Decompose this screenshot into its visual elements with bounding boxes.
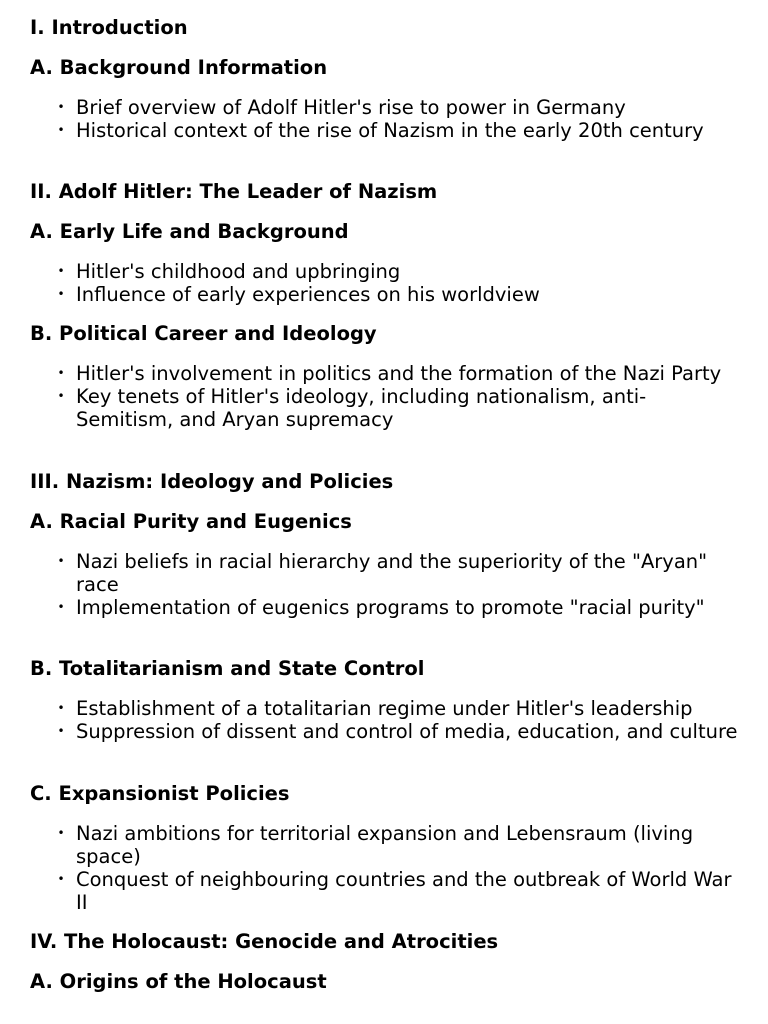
bullet-list <box>30 697 740 743</box>
subsection-heading: A. Background Information <box>30 56 328 79</box>
bullet-icon: • <box>57 100 65 114</box>
list-item: • Historical context of the rise of Nazism in the early 20th century <box>57 119 704 142</box>
list-item: • Nazi beliefs in racial hierarchy and the superiority of the "Aryan" race <box>57 550 708 596</box>
bullet-list <box>30 550 740 619</box>
section-heading: I. Introduction <box>30 16 188 39</box>
subsection-heading: A. Origins of the Holocaust <box>30 970 327 993</box>
section-heading: III. Nazism: Ideology and Policies <box>30 470 394 493</box>
bullet-list <box>30 362 740 431</box>
list-item: • Conquest of neighbouring countries and the outbreak of World War II <box>57 868 732 914</box>
list-item: • Establishment of a totalitarian regime under Hitler's leadership <box>57 697 693 720</box>
list-item: • Implementation of eugenics programs to promote "racial purity" <box>57 596 705 619</box>
subsection-heading: C. Expansionist Policies <box>30 782 290 805</box>
list-item: • Key tenets of Hitler's ideology, including nationalism, anti-Semitism, and Aryan supremacy <box>57 385 647 431</box>
bullet-list <box>30 96 740 142</box>
subsection-heading: B. Totalitarianism and State Control <box>30 657 425 680</box>
list-item: • Nazi ambitions for territorial expansion and Lebensraum (living space) <box>57 822 694 868</box>
bullet-icon: • <box>57 872 65 886</box>
bullet-icon: • <box>57 123 65 137</box>
bullet-icon: • <box>57 366 65 380</box>
bullet-icon: • <box>57 724 65 738</box>
bullet-list <box>30 260 740 306</box>
list-item: • Influence of early experiences on his worldview <box>57 283 540 306</box>
bullet-icon: • <box>57 826 65 840</box>
bullet-icon: • <box>57 600 65 614</box>
list-item: • Brief overview of Adolf Hitler's rise to power in Germany <box>57 96 626 119</box>
list-item: • Suppression of dissent and control of media, education, and culture <box>57 720 738 743</box>
bullet-icon: • <box>57 701 65 715</box>
list-item: • Hitler's involvement in politics and the formation of the Nazi Party <box>57 362 722 385</box>
bullet-icon: • <box>57 554 65 568</box>
subsection-heading: B. Political Career and Ideology <box>30 322 377 345</box>
bullet-list <box>30 822 740 914</box>
bullet-icon: • <box>57 287 65 301</box>
section-heading: II. Adolf Hitler: The Leader of Nazism <box>30 180 438 203</box>
bullet-icon: • <box>57 264 65 278</box>
section-heading: IV. The Holocaust: Genocide and Atrocities <box>30 930 499 953</box>
list-item: • Hitler's childhood and upbringing <box>57 260 401 283</box>
bullet-icon: • <box>57 389 65 403</box>
subsection-heading: A. Early Life and Background <box>30 220 349 243</box>
subsection-heading: A. Racial Purity and Eugenics <box>30 510 352 533</box>
